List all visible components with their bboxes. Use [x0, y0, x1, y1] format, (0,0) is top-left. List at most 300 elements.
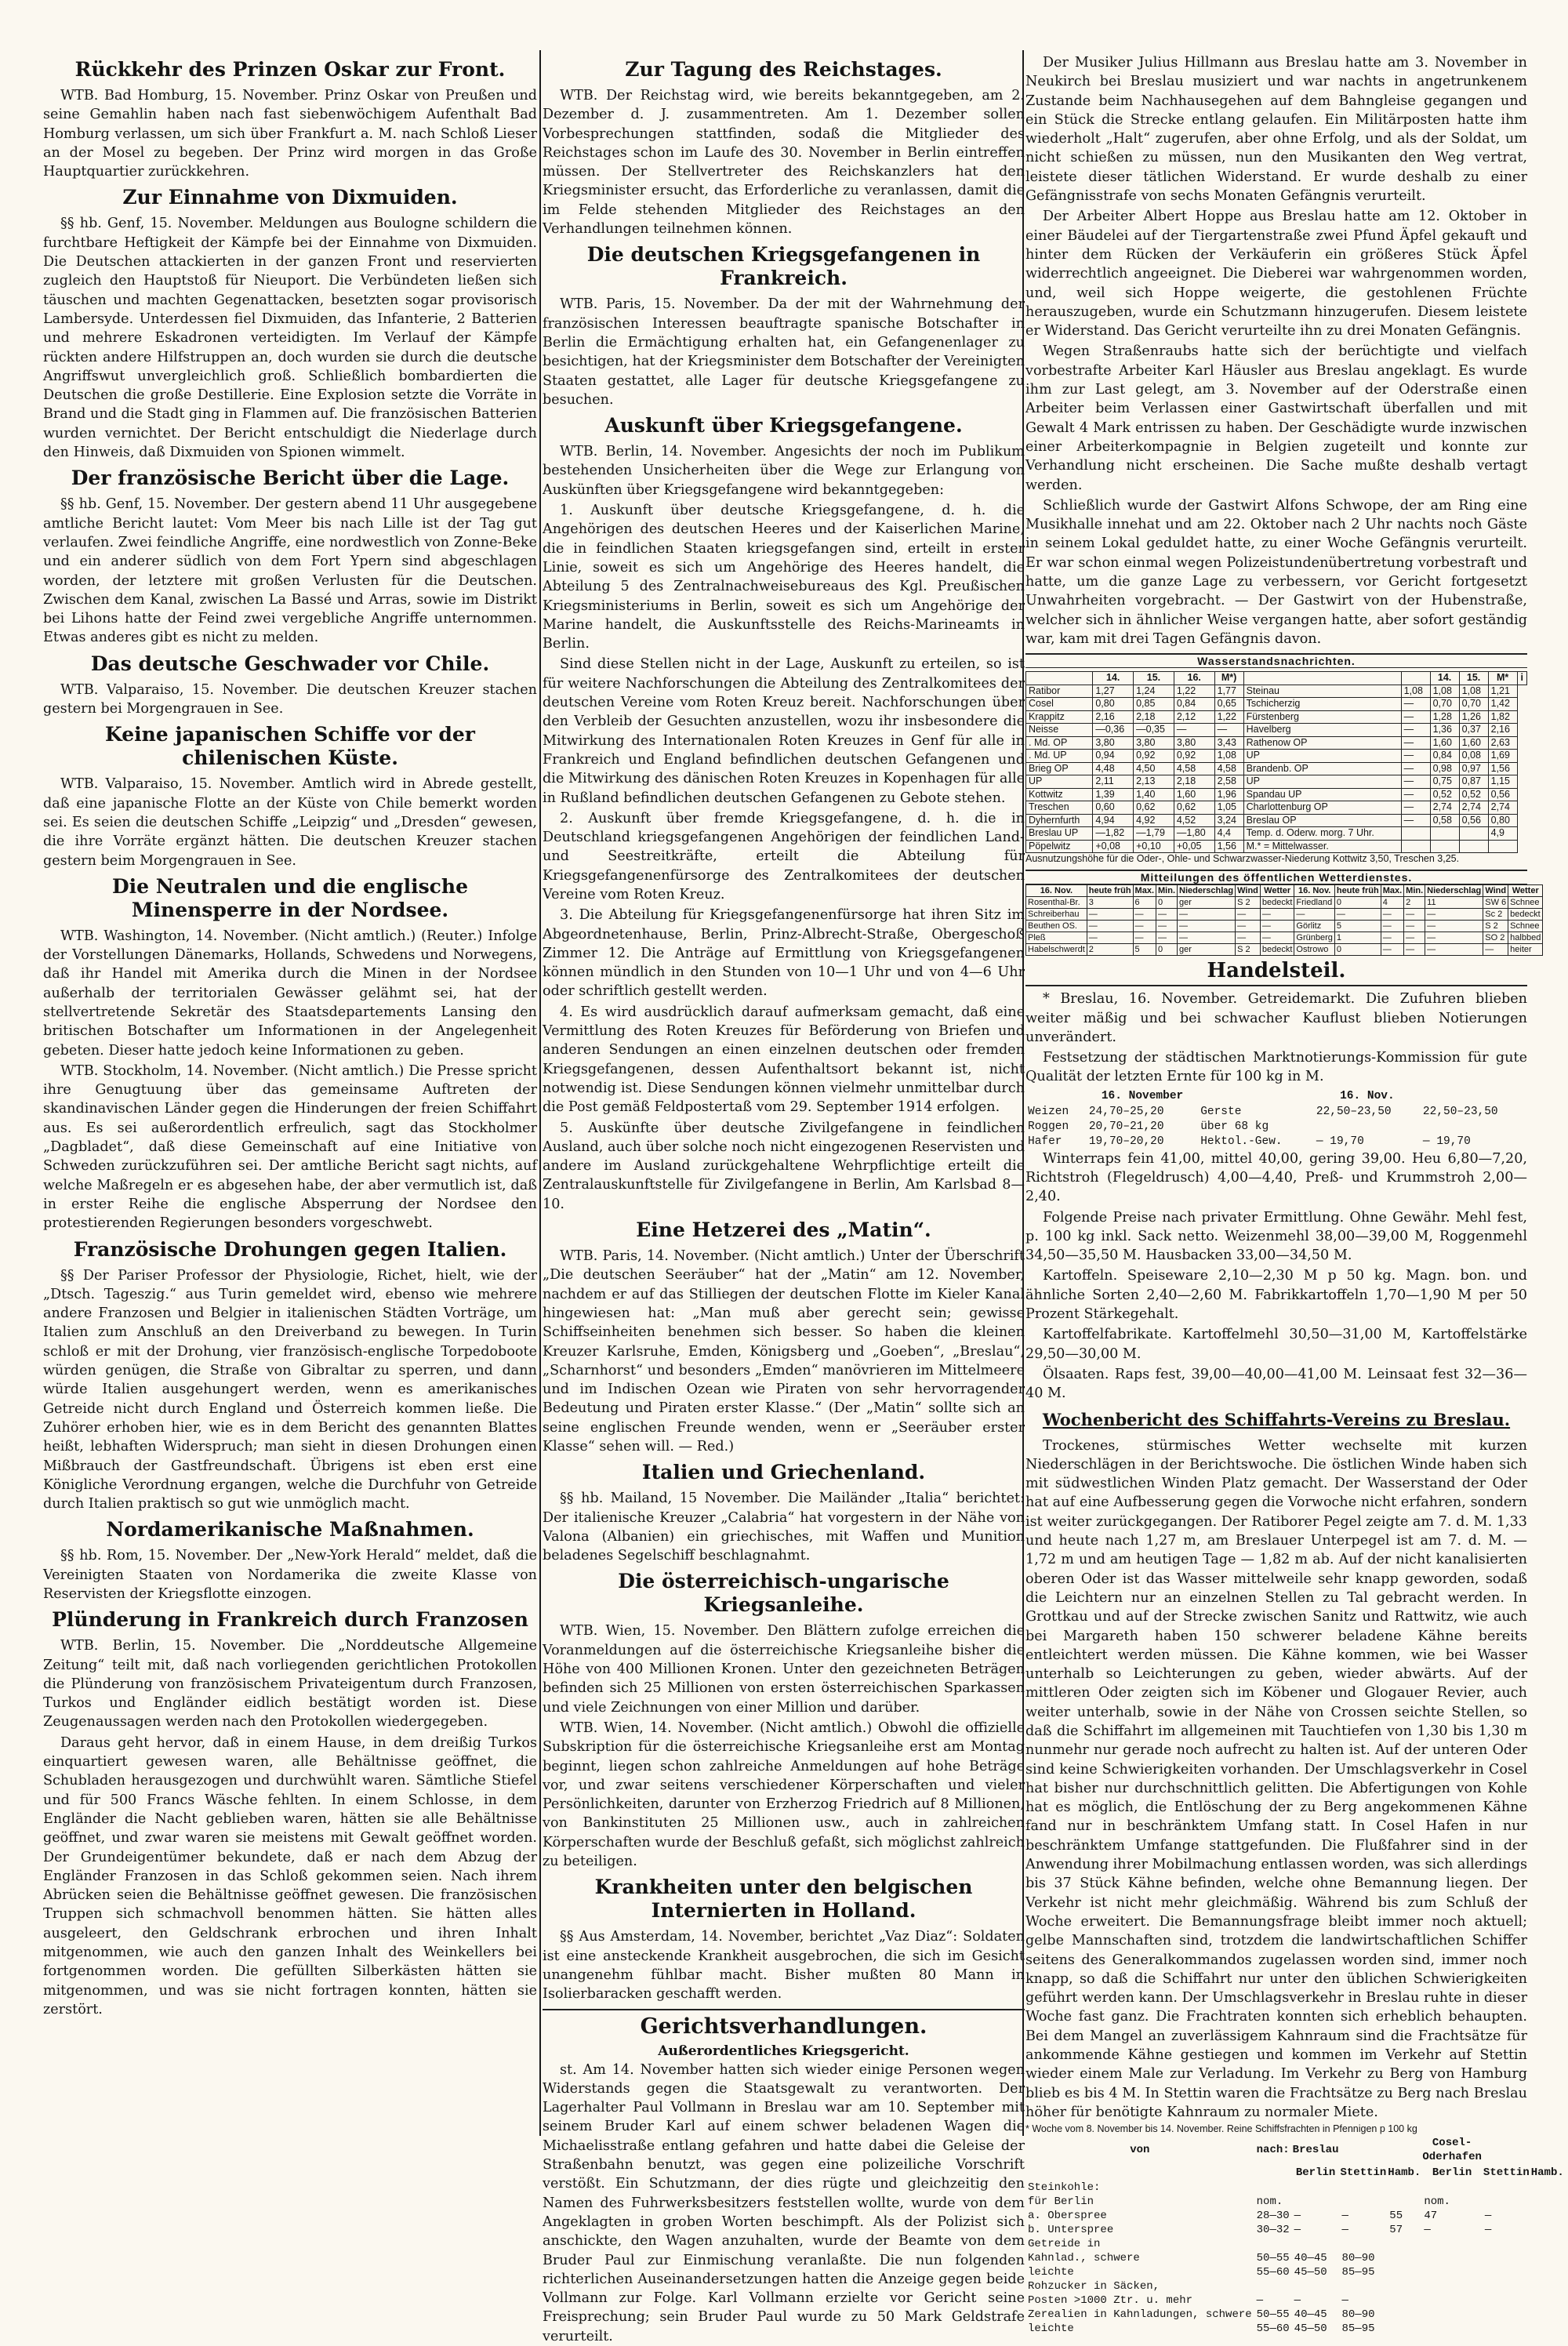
table-title: Mitteilungen des öffentlichen Wetterdienstes.: [1025, 870, 1527, 884]
table-cell: [1530, 2265, 1565, 2279]
headline: Eine Hetzerei des „Matin“.: [636, 1218, 931, 1242]
article-text: st. Am 14. November hatten sich wieder einige Personen wegen Widerstands gegen die Staatsgewalt zu verantworten. Der Lagerhalter Paul Vollmann in Breslau war am 10. September mit seinem Bruder Karl auf einem schwer beladenen Wagen die Michaelisstraße entlang gefahren und hatte dabei die Geleise der Straßenbahn benutzt, was gegen eine polizeiliche Vorschrift verstößt. Ein Schutzmann, der dies rügte und gleichzeitig den Namen des Fuhrwerksbesitzers feststellen wollte, wurde von dem Angeklagten in groben Worten beschimpft. Als der Polizist sich anschickte, den Wagen anzuhalten, wurde der Beamte von dem Bruder Paul zur Einmischung veranlaßte. Die nun folgenden richterlichen Auseinandersetzungen hatten die Anzeige gegen beide Vollmann zur Folge. Karl Vollmann erzielte vor Gericht seine Freisprechung; sein Bruder Paul wurde zu 50 Mark Geldstrafe verurteilt.: [543, 2061, 1025, 2344]
table-cell: Getreide in: [1028, 2238, 1101, 2251]
headline: Keine japanischen Schiffe vor der chilenischen Küste.: [105, 723, 475, 770]
article-text: §§ hb. Genf, 15. November. Der gestern abend 11 Uhr ausgegebene amtliche Bericht lautet: Vom Meer bis nach Lille ist der Tag gut verlaufen. Zwei feindliche Angriffe, eine nordwestlich von Zonne-Beke und ein anderer südlich von dem Fort Ypern sind abgeschlagen worden, der letztere mit großen Verlusten für die Deutschen. Zwischen dem Kanal, zwischen La Bassé und Arras, sowie im Distrikt bei Lihons hatte der Feind zwei vergebliche Angriffe unternommen. Etwas anderes gibt es nicht zu melden.: [43, 496, 537, 646]
table-cell: [1387, 2195, 1421, 2209]
table-cell: —: [1174, 724, 1214, 737]
table-cell: [1530, 2195, 1565, 2209]
table-header-cell: 15.: [1459, 672, 1488, 685]
table-cell: 2,18: [1174, 775, 1214, 789]
table-cell: 4,9: [1488, 827, 1517, 841]
table-cell: [1430, 840, 1459, 853]
table-cell: [1421, 2251, 1483, 2265]
table-cell: 1,08: [1459, 685, 1488, 698]
table-cell: 1,77: [1214, 685, 1243, 698]
table-cell: 2,74: [1488, 801, 1517, 815]
table-header-cell: Stettin: [1340, 2166, 1387, 2180]
table-header-cell: [1483, 2135, 1530, 2165]
table-cell: UP: [1243, 775, 1401, 789]
article-text: * Breslau, 16. November. Getreidemarkt. Die Zufuhren blieben weiter mäßig und bei schwacher Kauflust blieben Notierungen unverändert.: [1025, 991, 1527, 1045]
table-cell: [1483, 2308, 1530, 2322]
table-cell: 1,39: [1093, 788, 1134, 801]
table-cell: ger: [1178, 897, 1236, 909]
table-row: [1025, 2195, 1565, 2209]
table-row: [1025, 1135, 1527, 1149]
table-row: [1026, 750, 1527, 763]
headline: Italien und Griechenland.: [641, 1461, 926, 1484]
table-note: Ausnutzungshöhe für die Oder-, Ohle- und Schwarzwasser-Niederung Kottwitz 3,50, Treschen 3,25.: [1025, 853, 1460, 865]
table-cell: 30—32: [1256, 2224, 1290, 2237]
table-cell: [1483, 2237, 1530, 2251]
table-cell: 0,92: [1174, 750, 1214, 763]
article-text: §§ Der Pariser Professor der Physiologie, Richet, hielt, wie der „Dtsch. Tageszig.“ aus Turin gemeldet wird, ebenso wie mehrere andere Franzosen und Belgier in italienischen Städten Vorträge, um Italien zum Anschluß an den Dreiverband zu bewegen. In Turin schloß er mit der Drohung, vier französisch-englische Torpedoboote würden genügen, die Straße von Gibraltar zu sperren, und dann würde Italien ausgehungert werden, wenn es amerikanisches Getreide nicht durch England und Österreich kommen ließe. Die Zuhörer erhoben hier, wie es in dem Bericht des genannten Blattes heißt, lebhaften Widerspruch; man sieht in diesen Drohungen einen Mißbrauch der Gastfreundschaft. Übrigens ist eben erst eine Königliche Verordnung ergangen, welche die Durchfuhr von Getreide durch Italien praktisch so gut wie unmöglich macht.: [43, 1267, 537, 1513]
article-text: 1. Auskunft über deutsche Kriegsgefangene, d. h. die Angehörigen des deutschen Heeres und der Kaiserlichen Marine, die in feindlichen Staaten kriegsgefangen sind, erteilt in erster Linie, soweit es sich um Angehörige des Heeres handelt, die Abteilung 5 des Zentralnachweisebureaus des Kgl. Preußischen Kriegsministeriums in Berlin, soweit es sich um Angehörige der Marine handelt, die Auskunftsstelle des Reichs-Marineamts in Berlin.: [543, 503, 1025, 652]
table-cell: 0,84: [1174, 698, 1214, 711]
table-header-cell: [1421, 1088, 1527, 1105]
table-cell: 0,56: [1488, 788, 1517, 801]
table-cell: Beuthen OS.: [1026, 921, 1087, 932]
article-text: Schließlich wurde der Gastwirt Alfons Schwope, der am Ring eine Musikhalle innehat und am 22. Oktober nach 2 Uhr nachts noch Gäste in seinem Lokal geduldet hatte, zu einer Woche Gefängnis verurteilt. Er war schon einmal wegen Polizeistundenübertretung vorbestraft und hatte, um die ganze Lage zu verbessern, vor Gericht fortgesetzt Unwahrheiten vorgebracht. — Der Gastwirt von der Hubenstraße, welcher sich in ähnlicher Weise vergangen hatte, aber sofort geständig war, kam mit drei Tagen Gefängnis davon.: [1025, 497, 1527, 647]
table-header-cell: Cosel-Oderhafen: [1422, 2137, 1482, 2164]
table-cell: S 2: [1236, 897, 1261, 909]
table-cell: Havelberg: [1243, 724, 1401, 737]
table-cell: 2,16: [1488, 724, 1517, 737]
table-cell: Breslau UP: [1026, 827, 1093, 841]
table-cell: Habelschwerdt: [1026, 944, 1087, 956]
table-cell: [1387, 2279, 1421, 2293]
table-cell: Zerealien in Kahnladungen, schwere: [1028, 2308, 1252, 2322]
article-text: §§ hb. Rom, 15. November. Der „New-York Herald“ meldet, daß die Vereinigten Staaten von Nordamerika die zweite Klasse von Reservisten der Kriegsflotte einzogen.: [43, 1548, 537, 1602]
table-cell: Roggen: [1028, 1120, 1069, 1133]
table-cell: [1483, 2279, 1530, 2293]
table-cell: 1,28: [1430, 710, 1459, 724]
table-cell: 22,50–23,50: [1316, 1105, 1392, 1118]
table-row: [1026, 944, 1543, 956]
table-cell: —: [1401, 736, 1430, 750]
table-row: [1025, 1105, 1527, 1120]
freight-table: [1025, 2135, 1565, 2336]
table-cell: Fürstenberg: [1243, 710, 1401, 724]
table-cell: 0,98: [1430, 762, 1459, 775]
table-row: [1025, 2209, 1565, 2223]
table-cell: Brandenb. OP: [1243, 762, 1401, 775]
table-cell: —: [1425, 909, 1483, 921]
table-cell: —: [1334, 909, 1381, 921]
table-row: [1026, 762, 1527, 775]
table-cell: —: [1341, 2224, 1348, 2237]
table-cell: 0,52: [1459, 788, 1488, 801]
table-cell: 0,97: [1459, 762, 1488, 775]
table-cell: 1,27: [1093, 685, 1134, 698]
table-row: [1026, 827, 1527, 841]
table-cell: Rathenow OP: [1243, 736, 1401, 750]
table-cell: —: [1133, 932, 1156, 944]
table-row: [1025, 2265, 1565, 2279]
table-cell: +0,10: [1134, 840, 1174, 853]
table-cell: nom.: [1256, 2195, 1283, 2209]
table-cell: [1459, 840, 1488, 853]
table-cell: [1254, 2181, 1292, 2195]
table-cell: [1387, 2322, 1421, 2336]
table-cell: —: [1401, 775, 1430, 789]
table-cell: —: [1484, 2224, 1492, 2237]
table-cell: 4,52: [1174, 814, 1214, 827]
table-cell: [1421, 2265, 1483, 2279]
table-cell: Breslau OP: [1243, 814, 1401, 827]
table-cell: —: [1404, 921, 1425, 932]
table-cell: +0,05: [1174, 840, 1214, 853]
article-text: Kartoffelfabrikate. Kartoffelmehl 30,50—31,00 M, Kartoffelstärke 29,50—30,00 M.: [1025, 1327, 1527, 1362]
table-cell: 3,80: [1174, 736, 1214, 750]
table-header-cell: Hamb.: [1388, 2166, 1421, 2180]
headline: Krankheiten unter den belgischen Internierten in Holland.: [594, 1876, 973, 1923]
table-row: [1026, 698, 1527, 711]
table-cell: Brieg OP: [1026, 762, 1093, 775]
table-cell: 45—50: [1294, 2322, 1327, 2336]
table-cell: —: [1401, 762, 1430, 775]
table-cell: —1,80: [1174, 827, 1214, 841]
table-cell: —: [1156, 909, 1178, 921]
table-cell: [1488, 840, 1517, 853]
table-row: [1026, 932, 1543, 944]
table-cell: 4,58: [1214, 762, 1243, 775]
table-cell: 2,58: [1214, 775, 1243, 789]
table-cell: —: [1341, 2294, 1348, 2308]
table-header-cell: 16. November: [1101, 1089, 1184, 1102]
table-cell: 0,85: [1134, 698, 1174, 711]
article-text: WTB. Stockholm, 14. November. (Nicht amtlich.) Die Presse spricht ihre Genugtuung über das gemeinsame Auftreten der skandinavischen Länder gegen die Hinderungen der freien Schiffahrt aus. Es sei außerordentlich erfreulich, sagt das Stockholmer „Dagbladet“, daß diese Gemeinschaft auf eine Initiative von Schweden zurückzuführen sei. Der amtliche Bericht sagt nichts, auf welche Maßregeln er es abgesehen habe, der aber vermutlich ist, daß in erster Reihe die englische Absperrung der Nordsee den protestierenden Regierungen besonders vorgeschwebt.: [43, 1062, 537, 1232]
table-cell: UP: [1026, 775, 1093, 789]
table-header-cell: Min.: [1156, 885, 1178, 897]
table-cell: Sc 2: [1483, 909, 1508, 921]
table-cell: [1387, 2293, 1421, 2308]
table-cell: 85—95: [1341, 2266, 1375, 2279]
table-cell: [1483, 2265, 1530, 2279]
table-cell: [1254, 2279, 1292, 2293]
table-cell: 0,65: [1214, 698, 1243, 711]
article-text: 2. Auskunft über fremde Kriegsgefangene, d. h. die in Deutschland kriegsgefangenen Angehörigen der feindlichen Land- und Seestreitkräfte, erteilt die Abteilung für Kriegsgefangenenfürsorge des Zentralkomitees der deutschen Vereine vom Roten Kreuz.: [543, 810, 1025, 902]
table-cell: für Berlin: [1028, 2195, 1094, 2209]
table-cell: 0,87: [1459, 775, 1488, 789]
table-cell: —: [1425, 944, 1483, 956]
table-cell: 1: [1334, 932, 1381, 944]
table-cell: Steinkohle:: [1028, 2181, 1101, 2195]
table-cell: [1530, 2223, 1565, 2237]
table-cell: a. Oberspree: [1028, 2210, 1107, 2223]
table-cell: [1421, 2322, 1483, 2336]
table-cell: 2,12: [1174, 710, 1214, 724]
table-cell: 1,82: [1488, 710, 1517, 724]
table-cell: S 2: [1483, 921, 1508, 932]
table-cell: 1,26: [1459, 710, 1488, 724]
table-header-cell: heute früh: [1087, 885, 1133, 897]
table-cell: . Md. OP: [1026, 736, 1093, 750]
article-text: Daraus geht hervor, daß in einem Hause, in dem dreißig Turkos einquartiert gewesen waren, alle Behältnisse geöffnet, die Schubladen herausgezogen und durchwühlt waren. Sämtliche Stiefel und für 500 Francs Wäsche fehlten. In einem Schlosse, in dem Engländer die Nacht geblieben waren, hätten sie alle Behältnisse geöffnet, und zwar waren sie meistens mit Gewalt geöffnet worden. Der Grundeigentümer bekundete, daß er nach dem Abzug der Engländer Franzosen in das Schloß gekommen seien. Nach ihrem Abrücken seien die Behältnisse geöffnet gewesen. Die französischen Truppen sich schmachvoll benommen hätten. Sie hätten alles ausgeleert, den Geldschrank erbrochen und ihren Inhalt mitgenommen, wie auch den ganzen Inhalt des Weinkellers bei fortgenommen worden. Die gefüllten Silberkästen hätten sie mitgenommen, und was sie nicht fortragen konnten, hätten sie zerstört.: [43, 1734, 537, 2017]
table-cell: —: [1133, 921, 1156, 932]
table-cell: —: [1401, 710, 1430, 724]
table-cell: Ostrowo: [1294, 944, 1334, 956]
table-cell: [1421, 2308, 1483, 2322]
article-text: Wegen Straßenraubs hatte sich der berüchtigte und vielfach vorbestrafte Arbeiter Karl Häusler aus Breslau angeklagt. Es wurde ihm zur Last gelegt, am 3. November auf der Oderstraße einen Arbeiter beim Verlassen einer Gastwirtschaft überfallen und mit Gewalt 4 Mark entrissen zu haben. Der Geschädigte wurde inzwischen einer Arbeiterkompagnie in Belgien zugeteilt und konnte zur Verhandlung nicht erscheinen. Die Sache mußte deshalb vertagt werden.: [1025, 343, 1527, 493]
table-cell: 4,4: [1214, 827, 1243, 841]
table-cell: Cosel: [1026, 698, 1093, 711]
table-cell: [1401, 840, 1430, 853]
table-cell: 0,70: [1459, 698, 1488, 711]
table-cell: [1459, 827, 1488, 841]
table-cell: leichte: [1028, 2266, 1074, 2279]
table-cell: heiter: [1508, 944, 1543, 956]
table-header-cell: [1025, 2165, 1254, 2181]
table-cell: [1421, 2237, 1483, 2251]
table-row: [1025, 2322, 1565, 2336]
article-text: Der Arbeiter Albert Hoppe aus Breslau hatte am 12. Oktober in einer Bäudelei auf der Tiergartenstraße zwei Pfund Äpfel gekauft und hinter dem Rücken der Verkäuferin ein größeres Stück Äpfel widerrechtlich angeeignet. Die Dieberei war wahrgenommen worden, und, weil sich Hoppe weigerte, die gestohlenen Früchte herauszugeben, wurde ein Schutzmann hinzugerufen. Diesem leistete er Widerstand. Das Gericht verurteilte ihn zu drei Monaten Gefängnis.: [1025, 209, 1527, 340]
table-header-cell: [1025, 1088, 1087, 1105]
table-cell: [1339, 2181, 1387, 2195]
table-cell: [1530, 2322, 1565, 2336]
table-header-cell: Stettin: [1483, 2166, 1530, 2180]
table-cell: —0,35: [1134, 724, 1174, 737]
article-text: Folgende Preise nach privater Ermittlung. Ohne Gewähr. Mehl fest, p. 100 kg inkl. Sack netto. Weizenmehl 38,00—39,00 M, Roggenmehl 34,50—35,50 M. Hausbacken 33,00—34,50 M.: [1025, 1209, 1527, 1264]
table-cell: 2,74: [1459, 801, 1488, 815]
table-cell: 50—55: [1256, 2252, 1290, 2265]
table-cell: 1,22: [1174, 685, 1214, 698]
headline: Der französische Bericht über die Lage.: [71, 467, 510, 490]
table-cell: 0,60: [1093, 801, 1134, 815]
table-cell: . Md. UP: [1026, 750, 1093, 763]
table-row: [1026, 921, 1543, 932]
table-cell: 1,24: [1134, 685, 1174, 698]
table-cell: 19,70–20,20: [1088, 1135, 1164, 1148]
table-cell: — 19,70: [1316, 1135, 1364, 1148]
table-cell: —: [1260, 921, 1294, 932]
column-rule: [539, 50, 541, 2136]
table-cell: 1,60: [1174, 788, 1214, 801]
table-header-cell: 16. Nov.: [1026, 885, 1087, 897]
table-cell: —: [1156, 932, 1178, 944]
article-text: §§ Aus Amsterdam, 14. November, berichtet „Vaz Diaz“: Soldaten ist eine ansteckende Krankheit ausgebrochen, die sich im Gesicht unangenehm fühlbar macht. Bisher mußten 80 Mann in Isolierbaracken geschafft werden.: [543, 1929, 1025, 2003]
table-cell: Posten >1000 Ztr. u. mehr: [1028, 2294, 1193, 2308]
table-cell: —: [1381, 932, 1403, 944]
table-cell: —: [1260, 909, 1294, 921]
table-header-cell: 14.: [1093, 672, 1134, 685]
table-cell: —: [1404, 932, 1425, 944]
table-header-cell: M*: [1488, 672, 1517, 685]
article-text: WTB. Washington, 14. November. (Nicht amtlich.) (Reuter.) Infolge der Vorstellungen Dänemarks, Hollands, Schwedens und Norwegens, daß ihr Handel mit Amerika durch die Minen in der Nordsee außerhalb der territorialen Gewässer gelähmt sei, hat der stellvertretende Sekretär des Staatsdepartements Lansing den britischen Botschafter um Informationen in der Angelegenheit gebeten. Dieser hatte jedoch keine Informationen zu geben.: [43, 928, 537, 1059]
headline: Rückkehr des Prinzen Oskar zur Front.: [74, 58, 506, 81]
table-cell: Grünberg: [1294, 932, 1334, 944]
grain-price-table: [1025, 1088, 1527, 1149]
table-cell: SO 2: [1483, 932, 1508, 944]
table-header-cell: Wind: [1236, 885, 1261, 897]
table-cell: —: [1401, 698, 1430, 711]
table-cell: —: [1294, 2210, 1301, 2223]
article-text: WTB. Wien, 15. November. Den Blättern zufolge erreichen die Voranmeldungen auf die österreichische Kriegsanleihe bisher die Höhe von 400 Millionen Kronen. Unter den gezeichneten Beträgen befinden sich 25 Millionen von ersten österreichischen Sparkassen und viele Zeichnungen von einer Million und darüber.: [543, 1623, 1025, 1716]
table-cell: —: [1236, 932, 1261, 944]
table-cell: Ratibor: [1026, 685, 1093, 698]
table-cell: 4,50: [1134, 762, 1174, 775]
table-cell: 5: [1334, 921, 1381, 932]
table-header-cell: M*): [1214, 672, 1243, 685]
headline: Die deutschen Kriegsgefangenen in Frankreich.: [586, 243, 981, 290]
table-cell: über 68 kg: [1200, 1120, 1269, 1133]
table-header-cell: 16.: [1174, 672, 1214, 685]
table-cell: 1,21: [1488, 685, 1517, 698]
article-text: WTB. Wien, 14. November. (Nicht amtlich.) Obwohl die offizielle Subskription für die österreichische Kriegsanleihe erst am Montag beginnt, liegen schon zahlreiche Anmeldungen auf hohe Beträge vor, und zwar seitens verschiedener Körperschaften und vieler Persönlichkeiten, darunter von Erzherzog Friedrich auf 8 Millionen, von Bankinstituten 25 Millionen usw., auch in zahlreichen Körperschaften wurde der Beschluß gefaßt, sich möglichst zahlreich zu beteiligen.: [543, 1720, 1025, 1870]
table-cell: M.* = Mittelwasser.: [1243, 840, 1401, 853]
table-cell: leichte: [1028, 2322, 1074, 2336]
table-cell: —: [1341, 2210, 1348, 2223]
table-cell: 1,96: [1214, 788, 1243, 801]
table-cell: 0,52: [1430, 788, 1459, 801]
table-cell: 55—60: [1256, 2322, 1290, 2336]
table-header-cell: [1026, 672, 1093, 685]
table-header-cell: Berlin: [1432, 2166, 1472, 2180]
table-cell: Kottwitz: [1026, 788, 1093, 801]
table-cell: —: [1424, 2224, 1431, 2237]
table-cell: 0: [1156, 897, 1178, 909]
table-header-cell: 16. Nov.: [1294, 885, 1334, 897]
table-cell: [1339, 2237, 1387, 2251]
table-cell: 3,80: [1134, 736, 1174, 750]
table-cell: [1292, 2195, 1340, 2209]
table-cell: [1421, 2293, 1483, 2308]
table-cell: 6: [1133, 897, 1156, 909]
article-text: 4. Es wird ausdrücklich darauf aufmerksam gemacht, daß eine Vermittlung des Roten Kreuzes für Beförderung von Briefen und anderen Sendungen an einen einzelnen deutschen oder fremden Kriegsgefangenen, dessen Aufenthaltsort bekannt ist, nicht notwendig ist. Diese Sendungen können vielmehr unmittelbar durch die Post gemäß Feldpostertaß vom 29. September 1914 erfolgen.: [543, 1004, 1025, 1116]
table-header-cell: [1243, 672, 1401, 685]
table-cell: 4,48: [1093, 762, 1134, 775]
table-cell: 1,60: [1459, 736, 1488, 750]
subheading: Außerordentliches Kriegsgericht.: [658, 2043, 909, 2059]
table-cell: —: [1178, 909, 1236, 921]
table-cell: [1339, 2279, 1387, 2293]
headline: Plünderung in Frankreich durch Franzosen: [52, 1608, 528, 1632]
table-cell: 2: [1404, 897, 1425, 909]
table-cell: Görlitz: [1294, 921, 1334, 932]
table-cell: Dyhernfurth: [1026, 814, 1093, 827]
table-cell: 2,11: [1093, 775, 1134, 789]
table-cell: [1254, 2237, 1292, 2251]
table-header-cell: Wetter: [1260, 885, 1294, 897]
table-row: [1025, 2251, 1565, 2265]
table-cell: —: [1260, 932, 1294, 944]
table-cell: 80—90: [1341, 2308, 1375, 2322]
table-row: [1026, 788, 1527, 801]
table-cell: 2,63: [1488, 736, 1517, 750]
table-cell: —1,82: [1093, 827, 1134, 841]
column-3: [1025, 53, 1564, 2336]
table-header-cell: heute früh: [1334, 885, 1381, 897]
table-cell: [1483, 2181, 1530, 2195]
section-title: Handelsteil.: [1025, 959, 1527, 986]
table-cell: [1430, 827, 1459, 841]
article-text: Ölsaaten. Raps fest, 39,00—40,00—41,00 M. Leinsaat fest 32—36—40 M.: [1025, 1366, 1527, 1402]
table-cell: [1292, 2237, 1340, 2251]
table-row: [1026, 685, 1527, 698]
table-cell: 45—50: [1294, 2266, 1327, 2279]
table-header-cell: i: [1517, 672, 1526, 685]
headline: Zur Einnahme von Dixmuiden.: [122, 186, 458, 209]
table-cell: —: [1425, 932, 1483, 944]
table-cell: 1,15: [1488, 775, 1517, 789]
table-cell: 0,62: [1174, 801, 1214, 815]
table-cell: —: [1483, 944, 1508, 956]
table-cell: [1339, 2195, 1387, 2209]
table-cell: [1387, 2265, 1421, 2279]
article-text: 5. Auskünfte über deutsche Zivilgefangene in feindlichen Ausland, auch über solche noch nicht eingezogenen Reservisten und andere im Ausland zurückgehaltene Wehrpflichtige erteilt die Zentralauskunftstelle für Zivilgefangene in Berlin, Am Karlsbad 8—10.: [543, 1120, 1025, 1212]
table-cell: 1,42: [1488, 698, 1517, 711]
table-cell: 85—95: [1341, 2322, 1375, 2336]
table-cell: —: [1178, 932, 1236, 944]
table-cell: 2,16: [1093, 710, 1134, 724]
table-cell: [1530, 2209, 1565, 2223]
article-text: WTB. Valparaiso, 15. November. Die deutschen Kreuzer stachen gestern bei Morgengrauen in See.: [43, 681, 537, 717]
table-row: [1026, 801, 1527, 815]
table-cell: —: [1214, 724, 1243, 737]
table-cell: — 19,70: [1422, 1135, 1471, 1148]
table-header-cell: von: [1130, 2144, 1150, 2157]
table-header-cell: Wind: [1483, 885, 1508, 897]
table-cell: 3,80: [1093, 736, 1134, 750]
table-cell: 1,69: [1488, 750, 1517, 763]
article-text: WTB. Berlin, 14. November. Angesichts der noch im Publikum bestehenden Unsicherheiten über die Wege zur Erlangung von Auskünften über Kriegsgefangene wird bekanntgegeben:: [543, 444, 1025, 498]
table-cell: Temp. d. Oderw. morg. 7 Uhr.: [1243, 827, 1401, 841]
article-text: Winterraps fein 41,00, mittel 40,00, gering 39,00. Heu 6,80—7,20, Richtstroh (Flegeldrusch) 4,00—4,40, Preß- und Krummstroh 2,00—2,40.: [1025, 1150, 1527, 1205]
table-cell: —: [1381, 909, 1403, 921]
table-cell: [1530, 2237, 1565, 2251]
table-cell: 1,60: [1430, 736, 1459, 750]
table-cell: —1,79: [1134, 827, 1174, 841]
table-cell: Spandau UP: [1243, 788, 1401, 801]
table-cell: 24,70–25,20: [1088, 1105, 1164, 1118]
table-header-cell: Min.: [1404, 885, 1425, 897]
table-row: [1026, 710, 1527, 724]
table-cell: [1387, 2308, 1421, 2322]
table-header-cell: [1339, 2135, 1387, 2165]
table-cell: —: [1401, 801, 1430, 815]
freight-note: * Woche vom 8. November bis 14. November. Reine Schiffsfrachten in Pfennigen p 100 kg: [1025, 2123, 1417, 2135]
table-cell: 55—60: [1256, 2266, 1290, 2279]
table-row: [1026, 909, 1543, 921]
table-cell: 1,08: [1214, 750, 1243, 763]
table-cell: [1530, 2279, 1565, 2293]
table-header-cell: [1401, 672, 1430, 685]
table-cell: —: [1401, 814, 1430, 827]
table-cell: —: [1404, 944, 1425, 956]
table-cell: —: [1401, 724, 1430, 737]
article-text: WTB. Berlin, 15. November. Die „Norddeutsche Allgemeine Zeitung“ teilt mit, daß nach vorliegenden gerichtlichen Protokollen die Plünderung von französischem Privateigentum durch Franzosen, Turkos und Engländer eidlich bestätigt worden ist. Diese Zeugenaussagen werden nach den Protokollen wiedergegeben.: [43, 1638, 537, 1730]
table-cell: 2,74: [1430, 801, 1459, 815]
table-cell: +0,08: [1093, 840, 1134, 853]
article-text: §§ hb. Mailand, 15 November. Die Mailänder „Italia“ berichtet: Der italienische Kreuzer „Calabria“ hat vorgestern in der Nähe von Valona (Albanien) ein griechisches, mit Waffen und Munition beladenes Segelschiff beschlagnahmt.: [543, 1491, 1025, 1564]
article-text: WTB. Bad Homburg, 15. November. Prinz Oskar von Preußen und seine Gemahlin haben nach fast siebenwöchigem Aufenthalt Bad Homburg verlassen, um sich über Frankfurt a. M. nach Schloß Lieser an der Mosel zu begeben. Der Prinz wird morgen in das Große Hauptquartier zurückkehren.: [43, 88, 537, 180]
table-cell: —: [1133, 909, 1156, 921]
table-cell: Schnee: [1508, 897, 1543, 909]
table-cell: SW 6: [1483, 897, 1508, 909]
table-cell: Gerste: [1200, 1105, 1242, 1118]
table-row: [1026, 724, 1527, 737]
table-cell: Krappitz: [1026, 710, 1093, 724]
table-cell: 1,08: [1430, 685, 1459, 698]
headline: Französische Drohungen gegen Italien.: [73, 1237, 507, 1261]
table-cell: 20,70–21,20: [1088, 1120, 1164, 1133]
table-cell: Tschicherzig: [1243, 698, 1401, 711]
table-cell: 0,80: [1093, 698, 1134, 711]
article-text: Der Musiker Julius Hillmann aus Breslau hatte am 3. November in Neukirch bei Breslau musiziert und war nachts in angetrunkenem Zustande beim Nachhausegehen auf dem Bahngleise gegangen und ein Stück die Strecke entlang gelaufen. Ein Militärposten hatte ihm wiederholt „Halt“ zugerufen, aber ohne Erfolg, und als der Soldat, um nicht schießen zu müssen, nun den Musikanten den Weg vertrat, leistete dieser tätlichen Widerstand. Er wurde deshalb zu einer Gefängnisstrafe von sechs Monaten Gefängnis verurteilt.: [1025, 55, 1527, 205]
table-cell: 2,13: [1134, 775, 1174, 789]
table-cell: [1421, 2279, 1483, 2293]
table-cell: —: [1256, 2294, 1264, 2308]
